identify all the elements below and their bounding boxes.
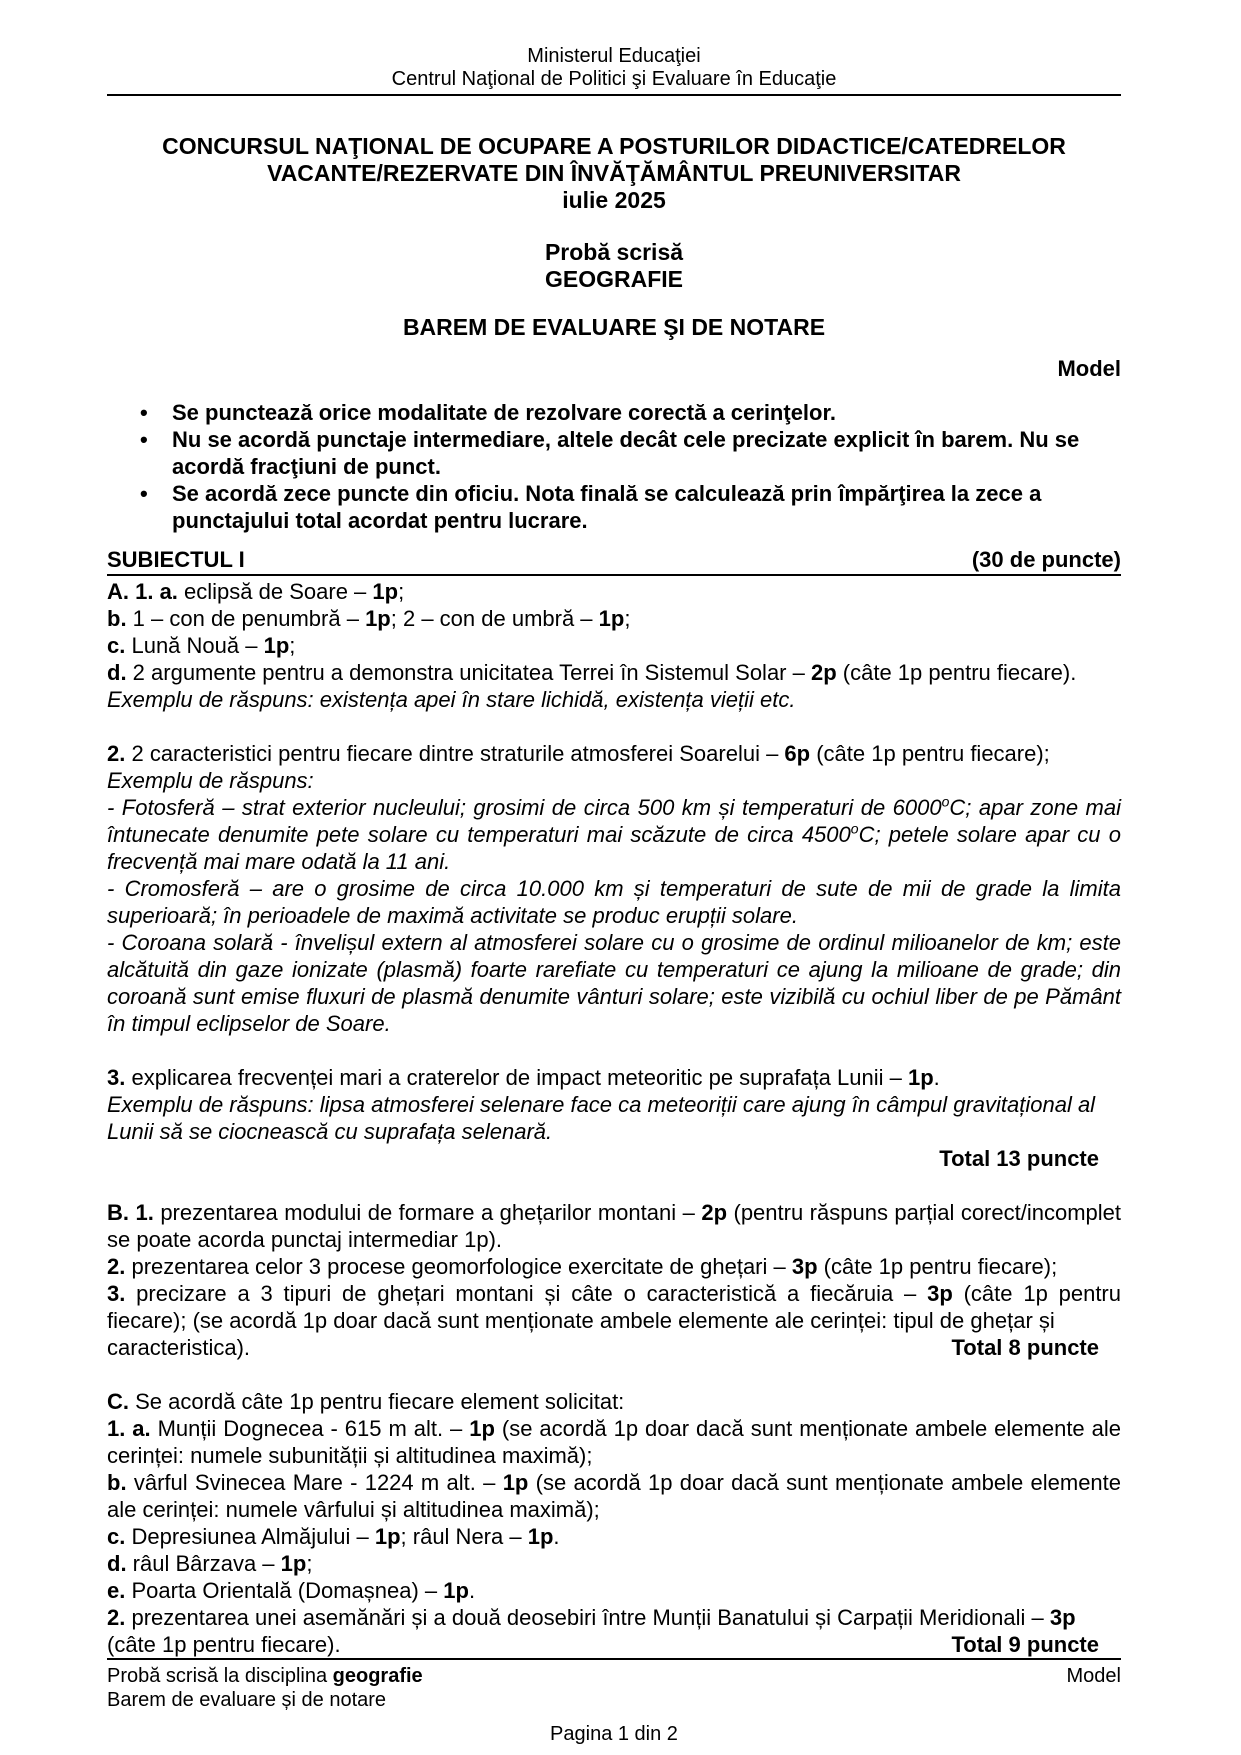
blank-line: [107, 1037, 1121, 1064]
paragraph: [107, 1604, 1121, 1631]
page-number: Pagina 1 din 2: [550, 1723, 678, 1745]
text-run: 1 – con de penumbră –: [132, 606, 366, 631]
text-run: 1p: [374, 1524, 401, 1549]
text-run: ;: [624, 606, 631, 631]
footer-document-info: Barem de evaluare și de notare: [107, 1689, 387, 1711]
text-run: C.: [107, 1389, 136, 1414]
paragraph: [107, 1550, 1121, 1577]
text-run: explicarea frecvenței mari a craterelor de impact meteoritic pe suprafața Lunii –: [131, 1065, 908, 1090]
paragraph: [107, 686, 1121, 713]
text-run: ;: [289, 633, 296, 658]
note-item: • Nu se acordă punctaje intermediare, altele decât cele precizate explicit în barem. Nu se acordă fracţiuni de punct.: [107, 426, 1121, 480]
text-run: Probă scrisă la disciplina: [107, 1665, 333, 1687]
paragraph: [107, 1064, 1121, 1091]
text-run: Poarta Orientală (Domașnea) –: [131, 1578, 444, 1603]
blank-line: [107, 713, 1121, 740]
paragraph: [107, 929, 1121, 1037]
text-run: (pentru răspuns parțial corect/incomplet se poate acorda punctaj intermediar 1p).: [107, 1200, 1121, 1252]
text-run: Exemplu de răspuns: existența apei în stare lichidă, existența vieții etc.: [107, 687, 796, 712]
total-line: [107, 1145, 1121, 1172]
document-title: BAREM DE EVALUARE ŞI DE NOTARE: [402, 314, 826, 340]
text-run: 3.: [107, 1281, 137, 1306]
text-run: 1p: [469, 1416, 495, 1441]
text-run: 2.: [107, 1254, 132, 1279]
subject1-label: SUBIECTUL I: [107, 547, 245, 572]
footer-divider: [107, 1658, 1121, 1660]
paragraph: [107, 1415, 1121, 1469]
text-run: 1p: [502, 1470, 529, 1495]
text-run: (câte 1p pentru fiecare).: [107, 1632, 341, 1657]
paragraph: [107, 1577, 1121, 1604]
text-run: prezentarea celor 3 procese geomorfologice exercitate de ghețari –: [131, 1254, 792, 1279]
text-run: 1. a.: [107, 1416, 158, 1441]
paragraph: [107, 1253, 1121, 1280]
text-run: 3p: [791, 1254, 818, 1279]
text-run: (se acordă 1p doar dacă sunt menționate ambele elemente ale cerinței: numele vârfului și altitudinea maximă);: [107, 1470, 1122, 1522]
subject-label: GEOGRAFIE: [544, 266, 683, 292]
text-run: geografie: [332, 1665, 423, 1687]
ministry-name: Ministerul Educaţiei: [527, 45, 701, 67]
text-run: (câte 1p pentru fiecare).: [836, 660, 1077, 685]
text-run: Exemplu de răspuns: lipsa atmosferei selenare face ca meteoriții care ajung în câmpul gravitațional al Lunii să se ciocnească cu suprafața selenară.: [107, 1092, 1096, 1144]
paragraph: [107, 1469, 1121, 1523]
superscript: [851, 821, 859, 837]
text-run: - Coroana solară - învelișul extern al atmosferei solare cu o grosime de ordinul milioanelor de km; este alcătuită din gaze ionizate (plasmă) foarte rarefiate cu temperaturi ce ajung la milioane de grade; din coroană sunt emise fluxuri de plasmă denumite vânturi solare; este vizibilă cu ochiul liber de pe Pământ în timpul eclipselor de Soare.: [107, 930, 1121, 1036]
text-run: - Fotosferă – strat exterior nucleului; grosimi de circa 500 km și temperaturi de 6000: [107, 795, 942, 820]
text-run: c.: [107, 633, 132, 658]
notes-list: [107, 399, 1121, 534]
text-run: (câte 1p pentru fiecare);: [810, 741, 1050, 766]
contest-title-line1: CONCURSUL NAŢIONAL DE OCUPARE A POSTURILOR DIDACTICE/CATEDRELOR: [162, 133, 1066, 159]
text-run: 1p: [443, 1578, 469, 1603]
text-run: precizare a 3 tipuri de ghețari montani și câte o caracteristică a fiecăruia –: [136, 1281, 928, 1306]
text-run: C; petele solare apar cu o frecvență mai mare odată la 11 ani.: [107, 822, 1121, 874]
text-run: prezentarea unei asemănări și a două deosebiri între Munții Banatului și Carpații Meridionali –: [131, 1605, 1050, 1630]
exam-type-label: Probă scrisă: [544, 239, 684, 265]
text-run: 1p: [365, 606, 391, 631]
text-run: ; râul Nera –: [400, 1524, 528, 1549]
total-points-label: Total 9 puncte: [951, 1632, 1099, 1657]
header-divider: [107, 94, 1121, 96]
model-label: Model: [1057, 356, 1121, 381]
footer-exam-info: [107, 1664, 423, 1688]
text-run: 2.: [107, 741, 132, 766]
text-run: C; apar zone mai întunecate denumite pete solare cu temperaturi mai scăzute de circa 4500: [107, 795, 1121, 847]
text-run: Lună Nouă –: [131, 633, 264, 658]
paragraph: [107, 632, 1121, 659]
text-run: ; 2 – con de umbră –: [390, 606, 599, 631]
text-run: caracteristica).: [107, 1335, 251, 1360]
exam-type-block: [107, 239, 1121, 293]
text-run: 1p: [372, 579, 399, 604]
text-run: b.: [107, 1470, 134, 1495]
text-run: 1p: [907, 1065, 934, 1090]
session-label: iulie 2025: [562, 187, 666, 213]
text-run: 1p: [263, 633, 290, 658]
text-run: ;: [306, 1551, 313, 1576]
total-line-text: [107, 1631, 341, 1658]
text-run: (se acordă 1p doar dacă sunt menționate ambele elemente ale cerinței: numele subunității și altitudinea maximă);: [107, 1416, 1121, 1468]
total-points-label: Total 8 puncte: [951, 1335, 1099, 1360]
paragraph: [107, 1388, 1121, 1415]
text-run: e.: [107, 1578, 132, 1603]
text-run: c.: [107, 1524, 132, 1549]
text-run: ;: [398, 579, 405, 604]
text-run: - Cromosferă – are o grosime de circa 10.000 km și temperaturi de sute de mii de grade la limita superioară; în perioadele de maximă activitate se produc erupții solare.: [107, 876, 1121, 928]
text-run: Exemplu de răspuns:: [107, 768, 314, 793]
text-run: râul Bârzava –: [132, 1551, 281, 1576]
blank-line: [107, 1361, 1121, 1388]
paragraph: [107, 875, 1121, 929]
title-block: [107, 133, 1121, 214]
note-item: • Se punctează orice modalitate de rezolvare corectă a cerinţelor.: [107, 399, 1121, 426]
footer-model-label: Model: [1066, 1665, 1121, 1687]
text-run: 2 argumente pentru a demonstra unicitatea Terrei în Sistemul Solar –: [132, 660, 811, 685]
document-header: [107, 45, 1121, 91]
text-run: 2p: [810, 660, 837, 685]
paragraph: [107, 1199, 1121, 1253]
text-run: prezentarea modului de formare a ghețarilor montani –: [160, 1200, 702, 1225]
total-line: [107, 1334, 1121, 1361]
text-run: 2.: [107, 1605, 132, 1630]
paragraph: [107, 578, 1121, 605]
text-run: 3p: [927, 1281, 953, 1306]
text-run: (câte 1p pentru fiecare);: [817, 1254, 1058, 1279]
document-footer: [107, 1658, 1121, 1755]
paragraph: [107, 1280, 1121, 1334]
center-name: Centrul Naţional de Politici şi Evaluare în Educaţie: [391, 68, 837, 90]
text-run: A. 1. a.: [107, 579, 185, 604]
text-run: 1p: [598, 606, 625, 631]
note-item: • Se acordă zece puncte din oficiu. Nota finală se calculează prin împărţirea la zece a punctajului total acordat pentru lucrare.: [107, 480, 1121, 534]
text-run: vârful Svinecea Mare - 1224 m alt. –: [133, 1470, 503, 1495]
text-run: .: [553, 1524, 560, 1549]
paragraph: [107, 1523, 1121, 1550]
footer-row: [107, 1664, 1121, 1688]
text-run: 3.: [107, 1065, 132, 1090]
text-run: 3p: [1049, 1605, 1076, 1630]
text-run: 2 caracteristici pentru fiecare dintre straturile atmosferei Soarelui –: [131, 741, 785, 766]
text-run: eclipsă de Soare –: [184, 579, 373, 604]
text-run: b.: [107, 606, 133, 631]
total-line-text: [107, 1334, 250, 1361]
general-notes: [107, 399, 1121, 534]
text-run: o: [941, 793, 950, 810]
text-run: d.: [107, 1551, 133, 1576]
document-body: [107, 578, 1121, 1658]
text-run: .: [933, 1065, 940, 1090]
total-points-label: Total 13 puncte: [939, 1146, 1099, 1171]
text-run: d.: [107, 660, 133, 685]
blank-line: [107, 1172, 1121, 1199]
text-run: 6p: [784, 741, 811, 766]
contest-title-line2: VACANTE/REZERVATE DIN ÎNVĂŢĂMÂNTUL PREUNIVERSITAR: [267, 160, 961, 186]
total-line: [107, 1631, 1121, 1658]
text-run: (câte 1p pentru fiecare); (se acordă 1p doar dacă sunt menționate ambele elemente ale cerinței: tipul de ghețar și: [107, 1281, 1121, 1333]
paragraph: [107, 740, 1121, 767]
text-run: 2p: [701, 1200, 728, 1225]
text-run: Munții Dognecea - 615 m alt. –: [157, 1416, 470, 1441]
paragraph: [107, 1091, 1121, 1145]
text-run: .: [468, 1578, 476, 1603]
paragraph: [107, 605, 1121, 632]
text-run: Depresiunea Almăjului –: [131, 1524, 375, 1549]
subject1-heading: [107, 547, 1121, 576]
text-run: 1p: [527, 1524, 554, 1549]
text-run: B. 1.: [107, 1200, 161, 1225]
paragraph: [107, 767, 1121, 794]
text-run: Se acordă câte 1p pentru fiecare element solicitat:: [135, 1389, 625, 1414]
paragraph: [107, 794, 1121, 875]
text-run: o: [850, 820, 859, 837]
text-run: 1p: [280, 1551, 307, 1576]
subject1-points: (30 de puncte): [971, 547, 1121, 572]
paragraph: [107, 659, 1121, 686]
